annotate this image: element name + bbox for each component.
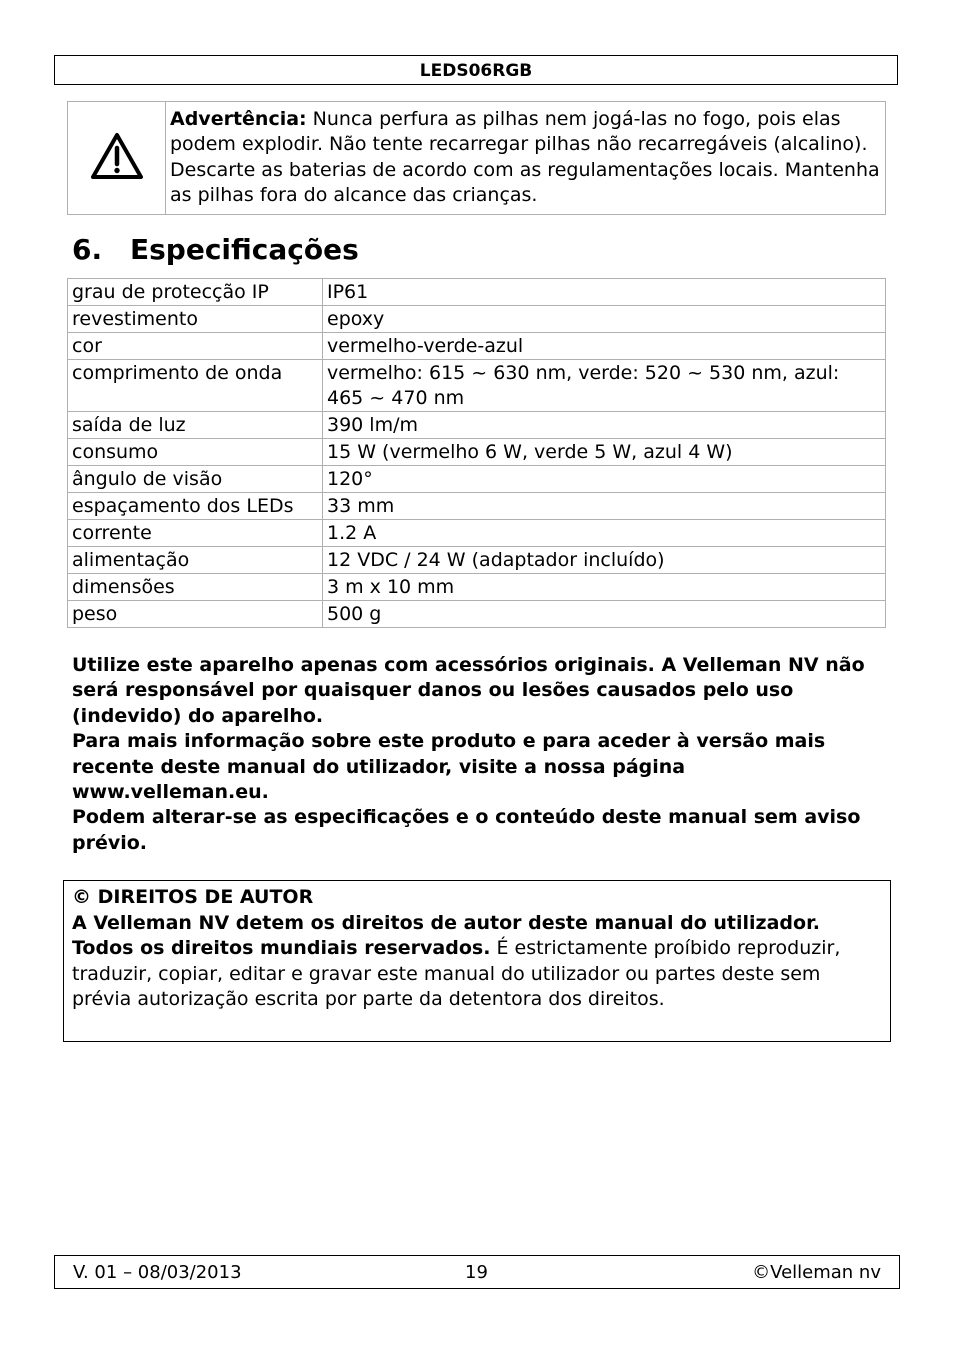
table-row <box>68 360 886 412</box>
spec-value: vermelho: 615 ~ 630 nm, verde: 520 ~ 530 nm, azul: 465 ~ 470 nm <box>323 360 886 412</box>
spec-label: ângulo de visão <box>68 466 323 493</box>
table-row <box>68 493 886 520</box>
spec-label: revestimento <box>68 306 323 333</box>
spec-label: comprimento de onda <box>68 360 323 412</box>
warning-box <box>67 101 886 215</box>
copyright-text <box>72 911 882 1013</box>
section-heading <box>72 231 359 269</box>
section-number: 6. <box>72 233 103 266</box>
notes-block <box>72 653 872 856</box>
spec-label: grau de protecção IP <box>68 279 323 306</box>
table-row <box>68 547 886 574</box>
spec-value: 500 g <box>323 601 886 628</box>
spec-label: dimensões <box>68 574 323 601</box>
spec-label: alimentação <box>68 547 323 574</box>
note-more-info: Para mais informação sobre este produto e para aceder à versão mais recente deste manual do utilizador, visite a nossa página www.velleman.eu. <box>72 730 826 804</box>
model-name: LEDS06RGB <box>419 61 533 81</box>
table-row <box>68 412 886 439</box>
table-row <box>68 279 886 306</box>
spec-value: 1.2 A <box>323 520 886 547</box>
page-footer <box>54 1255 900 1289</box>
copyright-bold-text: A Velleman NV detem os direitos de autor deste manual do utilizador. Todos os direitos mundiais reservados. <box>72 911 820 960</box>
table-row <box>68 466 886 493</box>
note-changes: Podem alterar-se as especificações e o conteúdo deste manual sem aviso prévio. <box>72 806 861 854</box>
table-row <box>68 306 886 333</box>
spec-value: 390 lm/m <box>323 412 886 439</box>
copyright-body: É estrictamente proíbido reproduzir, traduzir, copiar, editar e gravar este manual do utilizador ou partes deste sem prévia autorização escrita por parte da detentora dos direitos. <box>72 937 841 1011</box>
warning-triangle-icon <box>90 132 144 180</box>
warning-icon-cell <box>68 102 166 215</box>
spec-value: 120° <box>323 466 886 493</box>
spec-value: vermelho-verde-azul <box>323 333 886 360</box>
spec-label: espaçamento dos LEDs <box>68 493 323 520</box>
table-row <box>68 333 886 360</box>
spec-value: IP61 <box>323 279 886 306</box>
table-row <box>68 601 886 628</box>
spec-value: 3 m x 10 mm <box>323 574 886 601</box>
warning-body: Nunca perfura as pilhas nem jogá-las no fogo, pois elas podem explodir. Não tente recarregar pilhas não recarregáveis (alcalino). Descarte as baterias de acordo com as regulamentações locais. Mantenha as pilhas fora do alcance das crianças. <box>170 107 880 206</box>
copyright-heading: © DIREITOS DE AUTOR <box>72 886 314 908</box>
spec-value: epoxy <box>323 306 886 333</box>
table-row <box>68 574 886 601</box>
spec-label: saída de luz <box>68 412 323 439</box>
copyright-box <box>63 880 891 1042</box>
page-header <box>54 55 898 85</box>
section-title: Especificações <box>130 233 359 266</box>
spec-value: 33 mm <box>323 493 886 520</box>
note-accessories: Utilize este aparelho apenas com acessórios originais. A Velleman NV não será responsável por quaisquer danos ou lesões causados pelo uso (indevido) do aparelho. <box>72 654 865 727</box>
spec-label: consumo <box>68 439 323 466</box>
specifications-table <box>67 278 886 628</box>
table-row <box>68 520 886 547</box>
table-row <box>68 439 886 466</box>
footer-version: V. 01 – 08/03/2013 <box>73 1262 242 1283</box>
spec-value: 12 VDC / 24 W (adaptador incluído) <box>323 547 886 574</box>
warning-label: Advertência: <box>170 107 307 130</box>
spec-value: 15 W (vermelho 6 W, verde 5 W, azul 4 W) <box>323 439 886 466</box>
warning-text <box>166 102 886 215</box>
spec-label: corrente <box>68 520 323 547</box>
spec-label: cor <box>68 333 323 360</box>
spec-label: peso <box>68 601 323 628</box>
page-number: 19 <box>465 1262 488 1283</box>
footer-company: ©Velleman nv <box>752 1262 881 1283</box>
